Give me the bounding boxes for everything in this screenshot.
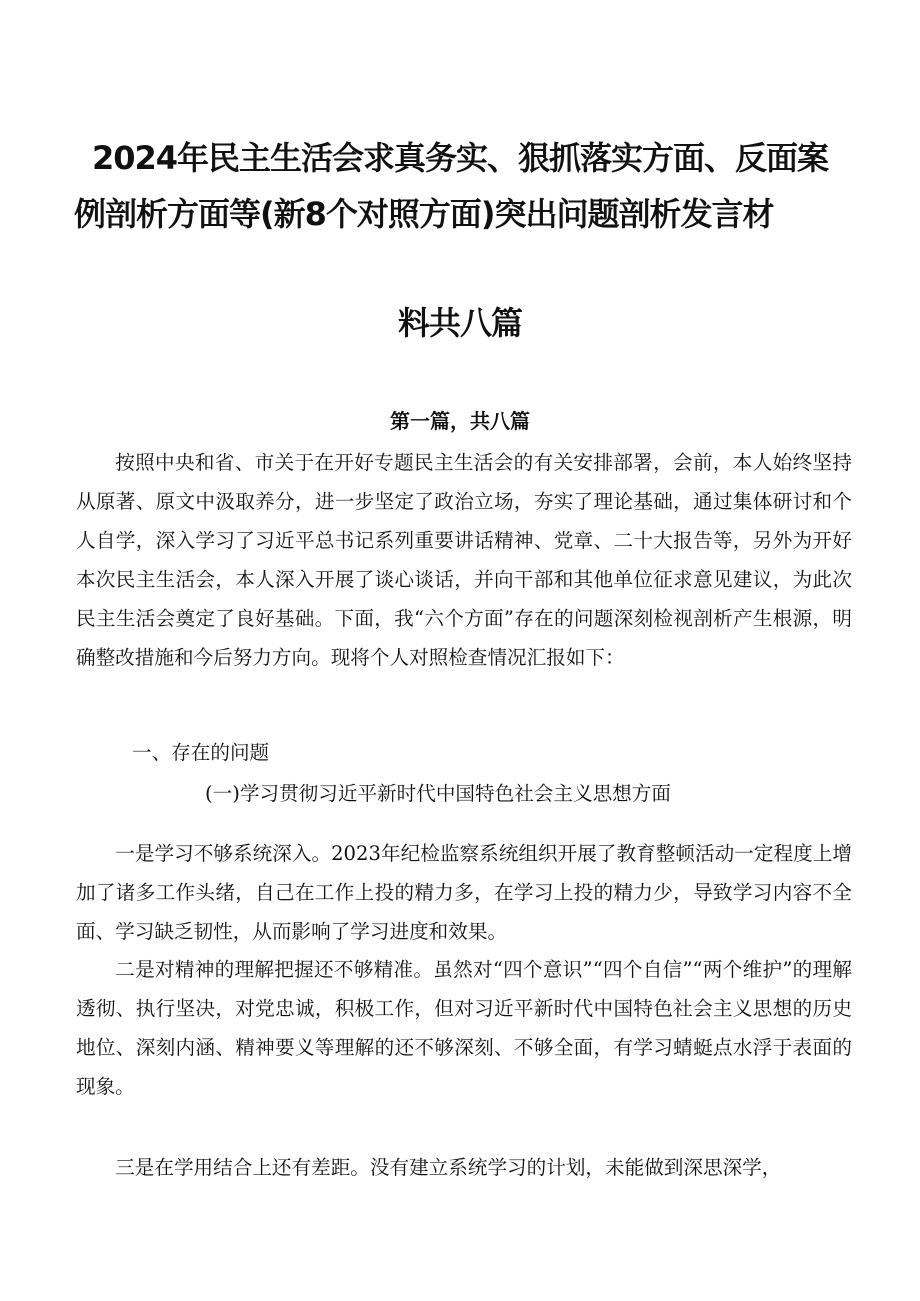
problem-paragraph-3: 三是在学用结合上还有差距。没有建立系统学习的计划，未能做到深思深学， [115,1156,782,1179]
sub-section-heading: (一)学习贯彻习近平新时代中国特色社会主义思想方面 [205,782,671,805]
problem-paragraph-2: 二是对精神的理解把握还不够精准。虽然对“四个意识”“四个自信”“两个维护”的理解透彻、执行坚决，对党忠诚，积极工作，但对习近平新时代中国特色社会主义思想的历史地位、深刻内涵、精神要义等理解的还不够深刻、不够全面，有学习蜻蜓点水浮于表面的现象。 [76,958,852,1098]
problem-paragraph-1: 一是学习不够系统深入。2023年纪检监察系统组织开展了教育整顿活动一定程度上增加了诸多工作头绪，自己在工作上投的精力多，在学习上投的精力少，导致学习内容不全面、学习缺乏韧性，从而影响了学习进度和效果。 [76,842,852,943]
document-title-line-3: 料共八篇 [397,304,522,342]
document-title-line-2: 例剖析方面等(新8个对照方面)突出问题剖析发言材 [74,195,774,233]
intro-paragraph: 按照中央和省、市关于在开好专题民主生活会的有关安排部署，会前，本人始终坚持从原著、原文中汲取养分，进一步坚定了政治立场，夯实了理论基础，通过集体研讨和个人自学，深入学习了习近平总书记系列重要讲话精神、党章、二十大报告等，另外为开好本次民主生活会，本人深入开展了谈心谈话，并向干部和其他单位征求意见建议，为此次民主生活会奠定了良好基础。下面，我“六个方面”存在的问题深刻检视剖析产生根源，明确整改措施和今后努力方向。现将个人对照检查情况汇报如下： [76,451,852,669]
chapter-subtitle: 第一篇，共八篇 [390,409,530,433]
document-title-line-1: 2024年民主生活会求真务实、狠抓落实方面、反面案 [91,139,829,177]
section-heading: 一、存在的问题 [132,741,270,764]
